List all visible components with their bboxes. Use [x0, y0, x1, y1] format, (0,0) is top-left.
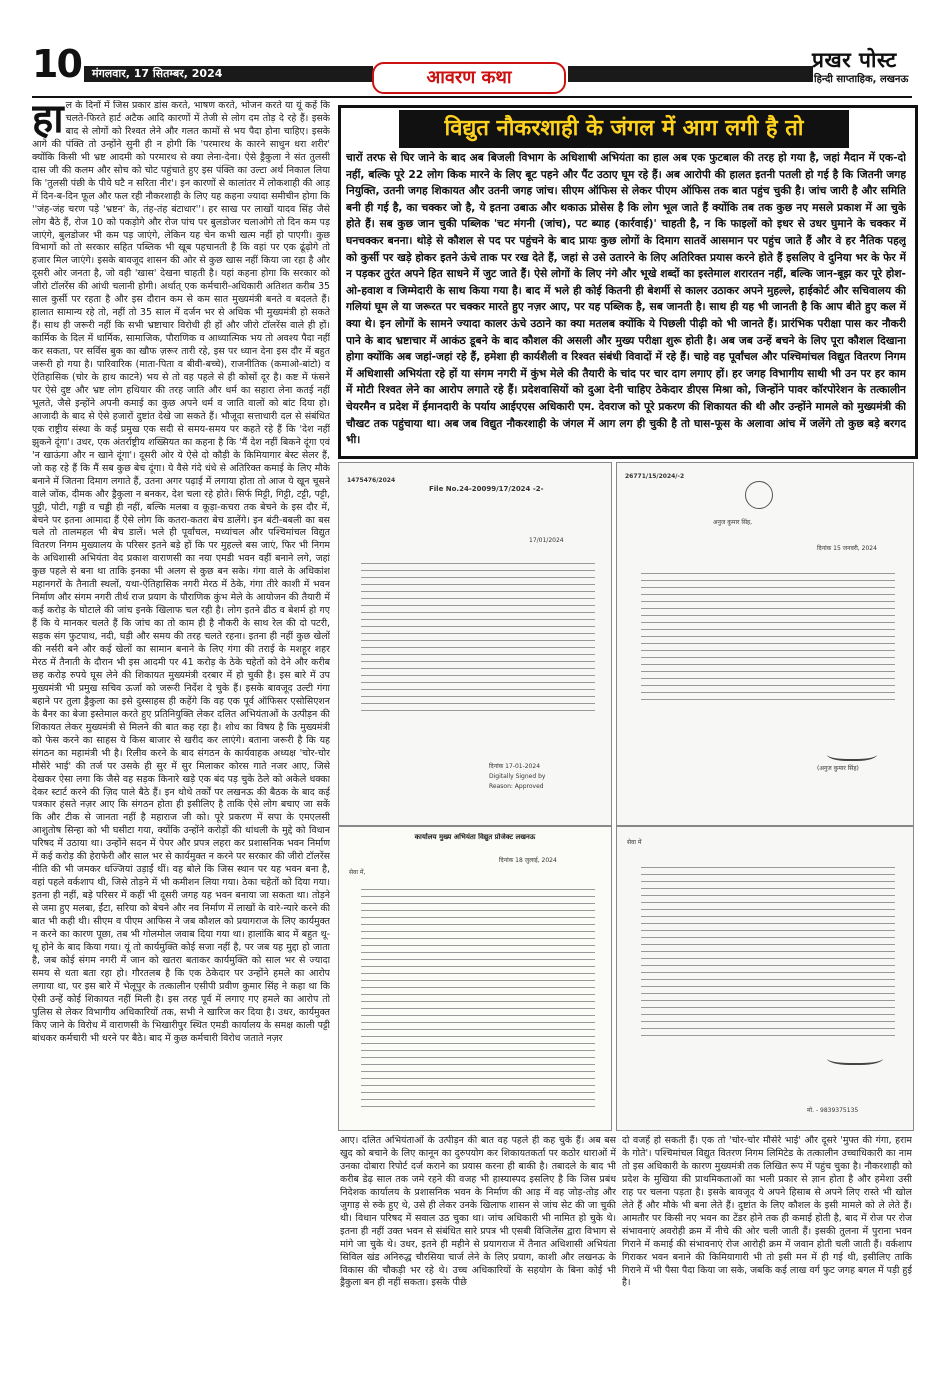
- signature-icon: [827, 745, 877, 761]
- doc1-date: 17/01/2024: [529, 537, 564, 544]
- emblem-icon: [745, 481, 773, 509]
- doc1-dated: दिनांक 17-01-2024: [489, 763, 541, 770]
- doc3-title: कार्यालय मुख्य अभियंता विद्युत प्रोजेक्ट लखनऊ: [414, 833, 536, 841]
- document-scan-2: [616, 462, 914, 826]
- doc2-sign: (अनुज कुमार सिंह): [817, 765, 859, 772]
- doc4-body-lines: [641, 867, 896, 1042]
- doc4-phone: मो. - 9839375135: [807, 1107, 859, 1114]
- article-column-2: आए। दलित अभियंताओं के उत्पीड़न की बात वह पहले ही कह चुके हैं। अब बस खुद को बचाने के लिए कानून का दुरुपयोग कर शिकायतकर्ता पर कठोर धाराओं में उनका दोबारा रिपोर्ट दर्ज कराने का प्रयास करना ही बाकी है। तबादले के बाद भी करीब डेढ़ साल तक जमे रहने की वजह भी हास्यास्पद इसलिए है कि जिस प्रबंध निदेशक कार्यालय के प्रशासनिक भवन के निर्माण की आड़ में वह जोड़-तोड़ और जुगाड़ से रुके हुए थे, उसे ही लेकर उनके खिलाफ शासन से जांच सेट की जा चुकी थी। विधान परिषद में सवाल उठ चुका था। जांच अधिकारी भी नामित हो चुके थे। इतना ही नहीं उक्त भवन से संबंधित सारे प्रपत्र भी एसबी विजिलेंस द्वारा विभाग से मांगे जा चुके थे। उधर, इतने ही महीने से प्रयागराज में तैनात अधिशासी अभियंता सिविल खंड अनिरुद्ध चौरसिया चार्ज लेने के लिए प्रयाग, काशी और लखनऊ के विकास की चौकड़ी भर रहे थे। उच्च अधिकारियों के सहयोग के बिना कोई भी ड्रैकुला बन ही नहीं सकता। इसके पीछे: [340, 1135, 616, 1289]
- doc2-sender: अनुज कुमार सिंह,: [713, 519, 753, 526]
- doc4-salutation: सेवा में: [627, 839, 642, 846]
- masthead-brand: प्रखर पोस्ट: [812, 48, 897, 72]
- masthead-subtitle: हिन्दी साप्ताहिक, लखनऊ: [814, 74, 909, 85]
- column-1-text: ल के दिनों में जिस प्रकार डांस करते, भाषण करते, भोजन करते या यूं कहें कि चलते-फिरते हार्ट अटैक आदि कारणों में तेजी से लोग दम तोड़ दे रहे हैं। इसके बाद से लोगों को रिश्वत लेने और गलत कामों से भय पैदा होना चाहिए। इसके आगे की पंक्ति तो उन्होंने सुनी ही न होगी कि 'परमारथ के कारने साधुन धरा शरीर' क्योंकि किसी भी भ्रष्ट आदमी को परमारथ से क्या लेना-देना। ऐसे ड्रैकुला ने संत तुलसी दास जी की कलम और सोच को चोट पहुंचाते हुए इस पंक्ति का उल्टा अर्थ निकाल लिया कि 'तुलसी पंछी के पीये घटै न सरिता नीर'। इन कारणों से कालांतर में लोकशाही की आड़ में दिन-ब-दिन फूल और फल रही नौकरशाही के लिए यह कहना ज्यादा समीचीन होगा कि ''जंह-जंह चरण पड़े 'भ्रष्टन' के, तंह-तंह बंटाधार''। हर साख पर लाखों यादव सिंह जैसे लोग बैठे हैं, रोज 10 को पकड़ोगे और रोज पांच पर बुलडोजर चलाओगे तो दिन कम पड़ जाएंगे, बुलडोजर भी कम पड़ जाएंगे, लेकिन यह चेन कभी खत्म नहीं हो पाएगी। कुछ विभागों को तो सरकार सहित पब्लिक भी खूब पहचानती है कि वहां पर एक ढूंढ़ोगे तो हजार मिल जाएंगे। इसके बावजूद शासन की ओर से कुछ खास नहीं किया जा रहा है और दूसरी ओर जनता है, जो वही 'खास' देखना चाहती है। यहां कहना होगा कि सरकार को जीरो टॉलरेंस की आंधी चलानी होगी। अर्थात् एक कर्मचारी-अधिकारी अतिशत करीब 35 साल कुर्सी पर रहता है और इस दौरान कम से कम सात मुख्यमंत्री बनते व बदलते हैं। हालात सामान्य रहे तो, नहीं तो 35 साल में दर्जन भर से अधिक भी मुख्यमंत्री हो सकते हैं। साथ ही जरूरी नहीं कि सभी भ्रष्टाचार विरोधी ही हों और जीरो टॉलरेंस वाले ही हों। कार्मिक के दिल में धार्मिक, सामाजिक, पौराणिक व आध्यात्मिक भय तो अवश्य पैदा नहीं कर सकता, पर सर्विस बुक का खौफ ज़रूर तारी रहे, इस पर ध्यान देना इस दौर में बहुत जरूरी हो गया है। पारिवारिक (माता-पिता व बीवी-बच्चे), राजनीतिक (कमाओ-बांटो) व ऐतिहासिक (चोर के हाथ काटने) भय से तो वह पहले से ही कोसों दूर है। कष्ट में फंसने पर ऐसे दुष्ट और भ्रष्ट लोग हथियार की तरह जाति और धर्म का सहारा लेना कतई नहीं भूलते, जैसे इन्होंने अपनी कमाई का कुछ अपने धर्म व जाति वालों को बांट दिया हो। आजादी के बाद से ऐसे हजारों दुष्टांत देखे जा सकते हैं। भौजूदा सत्ताधारी दल से संबंधित एक राष्ट्रीय संस्था के कई प्रमुख एक सदी से समय-समय पर कहते रहे हैं कि 'देश नहीं झुकने दूंगा'। उधर, एक अंतर्राष्ट्रीय शख्सियत का कहना है कि 'मैं देश नहीं बिकने दूंगा एवं 'न खाऊंगा और न खाने दूंगा'। दूसरी ओर ये ऐसे दो कौड़ी के किमियागार बेस्ट सेलर हैं, जो कह रहे हैं कि मैं सब कुछ बेच दूंगा। ये वैसे गंदे धंधे से अतिरिक्त कमाई के लिए मौके बनाने में जितना दिमाग लगाते हैं, उतना अगर पढ़ाई में लगाया होता तो आज ये खून चूसने वाले जोंक, दीमक और ड्रैकुला न बनकर, देश चला रहे होते। सिर्फ मिट्टी, गिट्टी, टट्टी, पट्टी, पुट्टी, पोटी, गड्डी व चड्डी ही नहीं, बल्कि मलबा व कूड़ा-कचरा तक बेचने के इस दौर में, बेचने पर इतना आमादा हैं ऐसे लोग कि कतरा-कतरा बेच डालेंगे। इन बंटी-बबली का बस चले तो तालमहल भी बेच डालें। भले ही पूर्वांचल, मध्यांचल और पश्चिमांचल विद्युत वितरण निगम मुख्यालय के परिसर इतने बड़े हों कि पर मुहल्ले बस जाएं, फिर भी निगम के अधिशासी अभियंता वेद प्रकाश वाराणसी का नया एमडी भवन वहीं बनाने लगे, जहां कुछ पहले से बना था ताकि इनका भी अलग से कुछ बन सके। गंगा वाले के अधिकांश महानगरों के तैनाती स्थलों, यथा-ऐतिहासिक नगरी मेरठ में ठेके, गंगा तीरे काशी में भवन निर्माण और संगम नगरी तीर्थ राज प्रयाग के पौराणिक कुंभ मेले के आयोजन की तैयारी में कई करोड़ के घोटाले की जांच इनके खिलाफ चल रही है। लोग इतने ढीठ व बेशर्म हो गए हैं कि ये मानकर चलते हैं कि जांच का तो काम ही है नौकरी के साथ रेल की दो पटरी, सड़क संग फुटपाथ, नदी, घड़ी और समय की तरह चलते रहना। इतना ही नहीं कुछ खेलों की नर्सरी बने और कई खेलों का सामान बनाने के लिए गंगा की तराई के मशहूर शहर मेरठ में तैनाती के दौरान भी इस आदमी पर 41 करोड़ के ठेके चहेतों को देने और करीब छह करोड़ रुपये घूस लेने की शिकायत मुख्यमंत्री दरबार में हो चुकी है। इस बारे में उप मुख्यमंत्री भी प्रमुख सचिव ऊर्जा को जरूरी निर्देश दे चुके हैं। इसके बावजूद उल्टी गंगा बहाने पर तुला ड्रैकुला का इसे दुस्साहस ही कहेंगे कि वह एक पूर्व ऑफिसर एसोसिएशन के बैनर का बेजा इस्तेमाल करते हुए प्रतिनियुक्ति लेकर दलित अभियंताओं के उत्पीड़न की शिकायत लेकर मुख्यमंत्री से मिलने की बात कह रहा है। शोध का विषय है कि मुख्यमंत्री को फेस करने का साहस ये किस बाजार से खरीद कर लाएंगे। बताना जरूरी है कि यह संगठन का महामंत्री भी है। रिलीव करने के बाद संगठन के कार्यवाहक अध्यक्ष 'चोर-चोर मौसेरे भाई' की तर्ज पर उसके ही सुर में सुर मिलाकर कोरस गाते नजर आए, जिसे देखकर ऐसा लगा कि जैसे वह सड़क किनारे खड़े एक बंद पड़ चुके ठेले को अकेले धक्का देकर स्टार्ट करने की ज़िद पाले बैठे हैं। इन थोथे तर्कों पर लखनऊ की बैठक के बाद कई पत्रकार हंसते नज़र आए कि संगठन होता ही इसीलिए है ताकि ऐसे लोग बचाए जा सकें कि और टीक से जानता नहीं है महाराज जी को। पूरे प्रकरण में सपा के एमएलसी आशुतोष सिन्हा को भी घसीटा गया, क्योंकि उन्होंने करोड़ों की धांधली के मुद्दे को विधान परिषद में उठाया था। उन्होंने सदन में पेपर और प्रपत्र लहरा कर प्रशासनिक भवन निर्माण में कई करोड़ की हेराफेरी और साल भर से कार्यमुक्त न करने पर सरकार की जीरो टॉलरेंस नीति की भी जमकर धज्जियां उड़ाईं थीं। वह बोले कि जिस स्थान पर यह भवन बना है, वहां पहले वर्कशाप थी, जिसे तोड़ने में भी कमीशन लिया गया। ठेका चहेतों को दिया गया। इतना ही नहीं, बड़े परिसर में कहीं भी दूसरी जगह यह भवन बनाया जा सकता था। तोड़ने से जमा हुए मलबा, ईंटा, सरिया को बेचने और नव निर्माण में लाखों के वारे-न्यारे करने की बात भी कही थी। सीएम व पीएम आफिस ने जब कौशल को प्रयागराज के लिए कार्यमुक्त न करने का कारण पूछा, तब भी गोलमोल जवाब दिया गया था। हालांकि बाद में बहुत थू-थू होने के बाद किया गया। यूं तो कार्यमुक्ति कोई सजा नहीं है, पर जब यह मुद्दा हो जाता है, जब कोई संगम नगरी में जान को खतरा बताकर कार्यमुक्ति को साल भर से ज्यादा समय से धता बता रहा हो। गौरतलब है कि एक ठेकेदार पर उन्होंने हमले का आरोप लगाया था, पर इस बारे में भेलूपुर के तत्कालीन एसीपी प्रवीण कुमार सिंह ने कहा था कि ऐसी उन्हें कोई शिकायत नहीं मिली है। इस तरह पूर्व में लगाए गए हमले का आरोप तो पुलिस से लेकर विभागीय अधिकारियों तक, सभी ने खारिज कर दिया है। उधर, कार्यमुक्त किए जाने के विरोध में वाराणसी के भिखारीपुर स्थित एमडी कार्यालय के समक्ष काली पट्टी बांधकर कर्मचारी भी धरने पर बैठे। बाद में कुछ कर्मचारी विरोध जताते नज़र: [32, 100, 330, 1044]
- doc1-signed: Digitally Signed by: [489, 773, 546, 780]
- page-number: 10: [32, 42, 81, 86]
- highlight-intro: चारों तरफ से घिर जाने के बाद अब बिजली विभाग के अधिशाषी अभियंता का हाल अब एक फुटबाल की तरह हो गया है, जहां मैदान में एक-दो नहीं, बल्कि पूरे 22 लोग किक मारने के लिए बूट पहने और पैंट उठाए घूम रहे हैं। अब आरोपी की हालत इतनी पतली हो गई है कि जितनी जगह नियुक्ति, उतनी जगह शिकायत और उतनी जगह जांच। सीएम ऑफिस से लेकर पीएम ऑफिस तक बात पहुंच चुकी है। जांच जारी है और समिति बनी ही गई है, का चक्कर जो है, ये इतना उबाऊ और थकाऊ प्रोसेस है कि लोग भूल जाते हैं क्योंकि तब तक कुछ नए मसले प्रकाश में आ चुके होते हैं। सब कुछ जान चुकी पब्लिक 'चट मंगनी (जांच), पट ब्याह (कार्रवाई)' चाहती है, न कि फाइलों को इधर से उधर घुमाने के चक्कर में घनचक्कर बनना। थोड़े से कौशल से पद पर पहुंचने के बाद प्रायः कुछ लोगों के दिमाग सातवें आसमान पर पहुंच जाते हैं और वे हर नैतिक पहलू को कुर्सी पर खड़े होकर इतने ऊंचे ताक पर रख देते हैं, जहां से उसे उतारने के लिए अतिरिक्त प्रयास करने होते हैं इसलिए वे दुनिया भर के फेर में न पड़कर तुरंत अपने हित साधने में जुट जाते हैं। ऐसे लोगों के लिए नंगे और भूखे शब्दों का इस्तेमाल शरारतन नहीं, बल्कि जान-बूझ कर पूरे होश-ओ-हवाश व जिम्मेदारी के साथ किया गया है। बाद में भले ही कोई कितनी ही बेशर्मी से कालर उठाकर अपने मुहल्ले, हाईकोर्ट और सचिवालय की गलियां घूम ले या जरूरत पर चक्कर मारते हुए नज़र आए, पर यह पब्लिक है, सब जानती है। साथ ही यह भी जानती है कि आप बीते हुए कल में क्या थे। इन लोगों के सामने ज्यादा कालर ऊंचे उठाने का क्या मतलब क्योंकि ये पिछली पीढ़ी को भी जानते हैं। प्रारंभिक परीक्षा पास कर नौकरी पाने के बाद भ्रष्टाचार में आकंठ डूबने के बाद कौशल की असली और मुख्य परीक्षा शुरू होती है। अब जब उन्हें बचने के लिए पूरा कौशल दिखाना होगा क्योंकि अब जहां-जहां रहे हैं, हमेशा ही कार्यशैली व रिश्वत संबंधी विवादों में रहे हैं। चाहे वह पूर्वांचल और पश्चिमांचल विद्युत वितरण निगम में अधिशासी अभियंता रहे हों या संगम नगरी में कुंभ मेले की तैयारी के चांद पर चार दाग लगाए हों। हर जगह विभागीय साथी भी उन पर हर काम में मोटी रिश्वत लेने का आरोप लगाते रहे हैं। प्रदेशवासियों को दुआ देनी चाहिए ठेकेदार डीएस मिश्रा को, जिन्होंने पावर कॉरपोरेशन के तत्कालीन चेयरमैन व प्रदेश में ईमानदारी के पर्याय आईएएस अधिकारी एम. देवराज को पूरे प्रकरण की शिकायत की थी और उन्होंने मामले को मुख्यमंत्री की चौखट तक पहुंचाया था। अब जब विद्युत नौकरशाही के जंगल में आग लग ही चुकी है तो घास-फूस के अलावा आंच में जलेंगे तो कुछ बड़े बरगद भी।: [346, 151, 906, 447]
- section-title: आवरण कथा: [372, 62, 566, 94]
- document-scan-4: [616, 826, 914, 1131]
- drop-cap: हा: [32, 100, 64, 142]
- doc2-ref: 26771/15/2024/-2: [625, 473, 685, 480]
- doc1-body-lines: [361, 563, 595, 717]
- header-rule: [32, 96, 912, 98]
- header-bar: [568, 66, 813, 82]
- doc3-body-lines: [361, 889, 595, 1113]
- doc1-reason: Reason: Approved: [489, 783, 544, 790]
- issue-date: मंगलवार, 17 सितम्बर, 2024: [84, 66, 373, 82]
- doc2-date: दिनांक 15 जनवरी, 2024: [817, 545, 877, 552]
- page-header: [0, 0, 945, 100]
- article-headline: विद्युत नौकरशाही के जंगल में आग लगी है तो: [399, 110, 849, 148]
- article-column-1: [32, 100, 330, 1300]
- doc3-salutation: सेवा में,: [349, 869, 366, 876]
- document-scan-3: [338, 826, 612, 1131]
- doc1-ref: 1475476/2024: [347, 477, 396, 484]
- doc2-body-lines: [641, 573, 896, 706]
- doc3-date: दिनांक 18 जुलाई, 2024: [499, 857, 557, 864]
- document-scan-1: [338, 462, 612, 826]
- doc1-file-no: File No.24-20099/17/2024 -2-: [429, 485, 544, 493]
- article-column-3: दो वजहें हो सकती हैं। एक तो 'चोर-चोर मौसेरे भाई' और दूसरे 'मुफ्त की गंगा, हराम के गोते'। पश्चिमांचल विद्युत वितरण निगम लिमिटेड के तत्कालीन उच्चाधिकारी का नाम तो इस अधिकारी के कारण मुख्यमंत्री तक लिखित रूप में पहुंच चुका है। नौकरशाही को प्रदेश के मुखिया की प्राथमिकताओं का भली प्रकार से ज्ञान होता है और हमेशा उसी राह पर चलना पड़ता है। इसके बावजूद ये अपने हिसाब से अपने लिए रास्ते भी खोल लेते हैं और मौके भी बना लेते हैं। दुष्टांत के लिए कौशल के इसी मामले को ले लेते हैं। आमतौर पर किसी नए भवन का टेंडर होने तक ही कमाई होती है, बाद में रोज पर रोज संभावनाएं अवरोही क्रम में नीचे की ओर चली जाती हैं। इसकी तुलना में पुराना भवन गिराने में कमाई की संभावनाएं रोज आरोही क्रम में जवान होती चली जाती हैं। वर्कशाप गिराकर भवन बनाने की किमियागारी भी तो इसी मन में ही गई थी, इसीलिए ताकि गिराने में भी पैसा पैदा किया जा सके, जबकि कई लाख वर्ग फुट जगह बगल में पड़ी हुई है।: [622, 1135, 912, 1289]
- signature-icon: [827, 1049, 883, 1065]
